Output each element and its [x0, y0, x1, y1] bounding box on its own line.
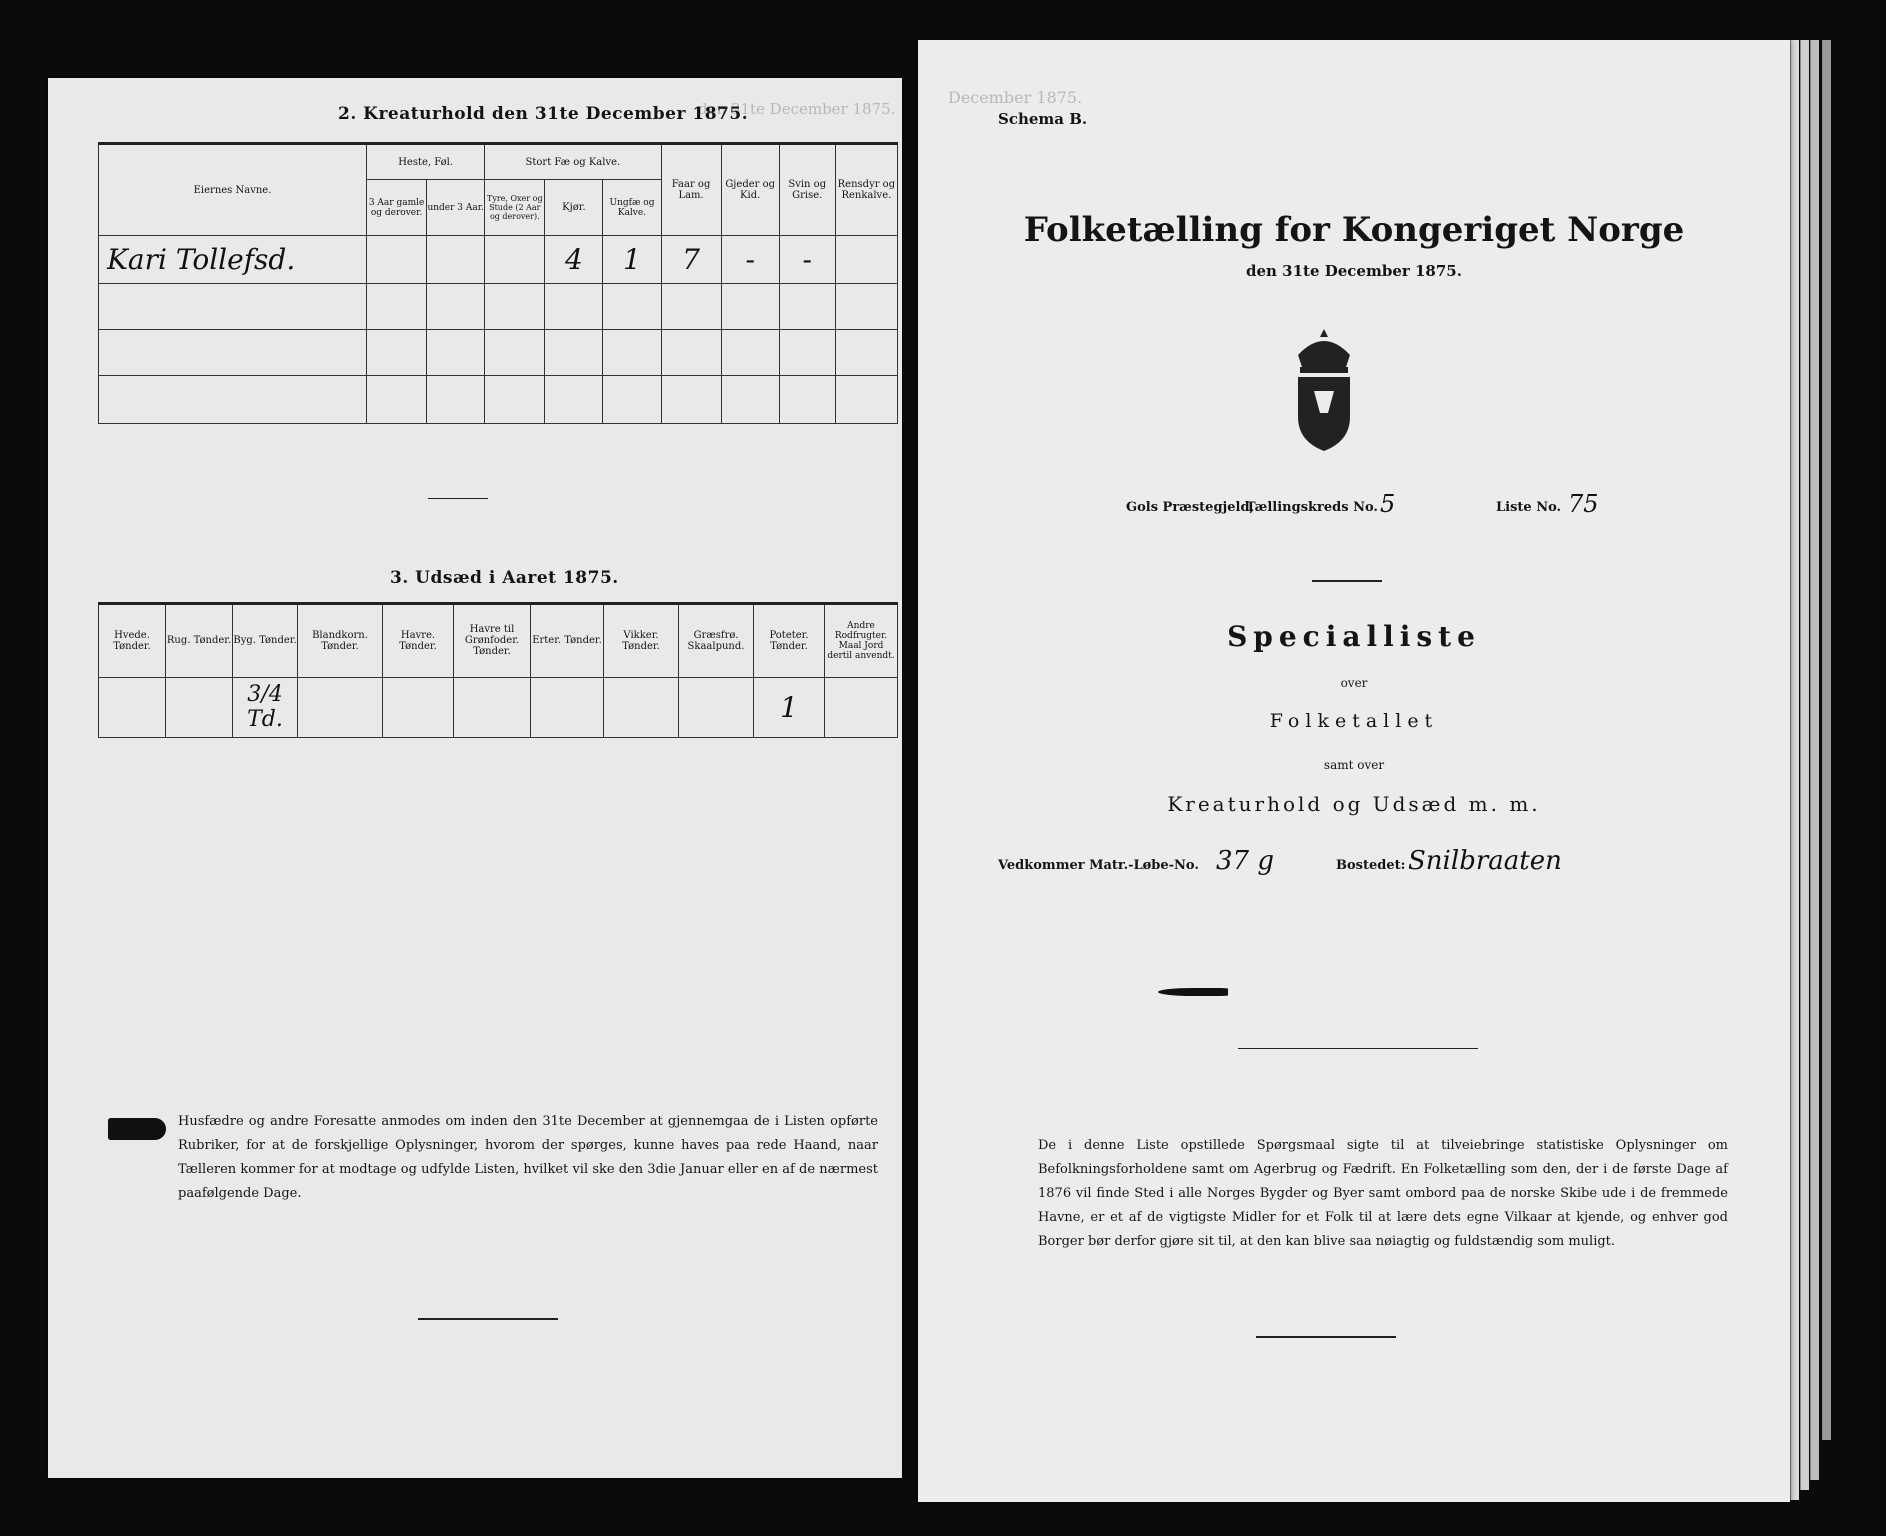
- goats-header: Gjeder og Kid.: [721, 144, 779, 236]
- horses-under3-header: under 3 Aar.: [427, 180, 485, 236]
- horses-header: Heste, Føl.: [367, 144, 485, 180]
- bosted-label: Bostedet:: [1336, 858, 1406, 873]
- cows-value: 4: [564, 243, 583, 276]
- separator-rule: [428, 498, 488, 499]
- samt-over-text: samt over: [1323, 758, 1385, 772]
- document-date: den 31te December 1875.: [1246, 262, 1462, 280]
- list-value: 75: [1568, 490, 1599, 518]
- page-edge: [1800, 40, 1809, 1490]
- seed-header-rye: Rug. Tønder.: [166, 604, 233, 678]
- info-text: De i denne Liste opstillede Spørgsmaal sigte til at tilveiebringe statistiske Oplysninger om Befolkningsforholdene samt om Agerbrug og Fædrift. En Folketælling som den, der i de første Dage af 1876 vil finde Sted i alle Norges Bygder og Byer samt ombord paa de norske Skibe ude i de fremmede Havne, er et af de vigtigste Midler for et Folk til at lære dets egne Vilkaar at kjende, og enhver god Borger bør derfor gjøre sit til, at den kan blive saa nøiagtig og fuldstændig som muligt.: [1038, 1138, 1728, 1249]
- owner-header: Eiernes Navne.: [99, 144, 367, 236]
- cows-header: Kjør.: [545, 180, 603, 236]
- owner-name: Kari Tollefsd.: [107, 243, 296, 276]
- seed-table: [98, 602, 898, 738]
- kreaturhold-heading: Kreaturhold og Udsæd m. m.: [1167, 792, 1541, 816]
- faded-header: December 1875.: [948, 88, 1083, 107]
- table-row: [99, 236, 898, 284]
- cattle-header: Stort Fæ og Kalve.: [485, 144, 661, 180]
- district-value: 5: [1380, 490, 1396, 518]
- livestock-table: [98, 142, 898, 424]
- section3-title: 3. Udsæd i Aaret 1875.: [390, 568, 619, 588]
- reindeer-header: Rensdyr og Renkalve.: [835, 144, 897, 236]
- notice-text: Husfædre og andre Foresatte anmodes om inden den 31te December at gjennemgaa de i Listen opførte Rubriker, for at de forskjellige Oplysninger, hvorom der spørges, kunne haves paa rede Haand, naar Tælleren kommer for at modtage og udfylde Listen, hvilket vil ske den 3die Januar eller en af de nærmest paafølgende Dage.: [178, 1114, 878, 1201]
- parish-label: Gols Præstegjeld,: [1126, 500, 1255, 515]
- page-edge: [1810, 40, 1819, 1480]
- pigs-value: -: [802, 243, 812, 276]
- page-edge: [1790, 40, 1799, 1500]
- folketallet-heading: Folketallet: [1269, 710, 1439, 732]
- document-title: Folketælling for Kongeriget Norge: [1023, 210, 1685, 250]
- matr-label: Vedkommer Matr.-Løbe-No.: [998, 858, 1199, 873]
- specialliste-heading: Specialliste: [1227, 620, 1481, 653]
- sheep-header: Faar og Lam.: [661, 144, 721, 236]
- young-cattle-value: 1: [623, 243, 641, 276]
- left-page: [48, 78, 902, 1478]
- seed-header-oats: Havre. Tønder.: [383, 604, 454, 678]
- horses-3yr-header: 3 Aar gamle og derover.: [367, 180, 427, 236]
- table-row: [99, 330, 898, 376]
- signature-line: [1238, 1048, 1478, 1049]
- right-page: [918, 40, 1790, 1502]
- seed-header-vetch: Vikker. Tønder.: [604, 604, 679, 678]
- divider-rule: [1312, 580, 1382, 582]
- seed-header-potatoes: Poteter. Tønder.: [754, 604, 825, 678]
- table-row: [99, 677, 898, 737]
- table-row: [99, 376, 898, 424]
- schema-label: Schema B.: [998, 110, 1088, 128]
- district-label: Tællingskreds No.: [1246, 500, 1378, 515]
- seed-header-wheat: Hvede. Tønder.: [99, 604, 166, 678]
- seed-header-greenfodder: Havre til Grønfoder. Tønder.: [454, 604, 531, 678]
- seed-header-mixed: Blandkorn. Tønder.: [298, 604, 383, 678]
- barley-value: 3/4 Td.: [247, 682, 283, 733]
- seed-header-barley: Byg. Tønder.: [233, 604, 298, 678]
- end-rule: [418, 1318, 558, 1320]
- seed-header-peas: Erter. Tønder.: [531, 604, 604, 678]
- goats-value: -: [745, 243, 755, 276]
- seed-header-roots: Andre Rodfrugter. Maal Jord dertil anvendt.: [825, 604, 898, 678]
- section2-title: 2. Kreaturhold den 31te December 1875.: [338, 104, 749, 124]
- over-text: over: [1340, 676, 1368, 690]
- end-rule: [1256, 1336, 1396, 1338]
- bosted-value: Snilbraaten: [1408, 846, 1562, 876]
- page-edge: [1822, 40, 1831, 1440]
- young-cattle-header: Ungfæ og Kalve.: [603, 180, 661, 236]
- coat-of-arms-icon: [1284, 325, 1364, 455]
- matr-value: 37 g: [1216, 846, 1274, 876]
- ink-flourish: [1158, 988, 1228, 996]
- table-row: [99, 284, 898, 330]
- seed-header-grassseed: Græsfrø. Skaalpund.: [679, 604, 754, 678]
- faded-bleed-title: den 31te December 1875.: [698, 100, 896, 118]
- list-label: Liste No.: [1496, 500, 1562, 515]
- potatoes-value: 1: [780, 690, 798, 724]
- pigs-header: Svin og Grise.: [779, 144, 835, 236]
- pointing-hand-icon: [108, 1118, 166, 1140]
- sheep-value: 7: [682, 243, 700, 276]
- bulls-header: Tyre, Oxer og Stude (2 Aar og derover).: [485, 180, 545, 236]
